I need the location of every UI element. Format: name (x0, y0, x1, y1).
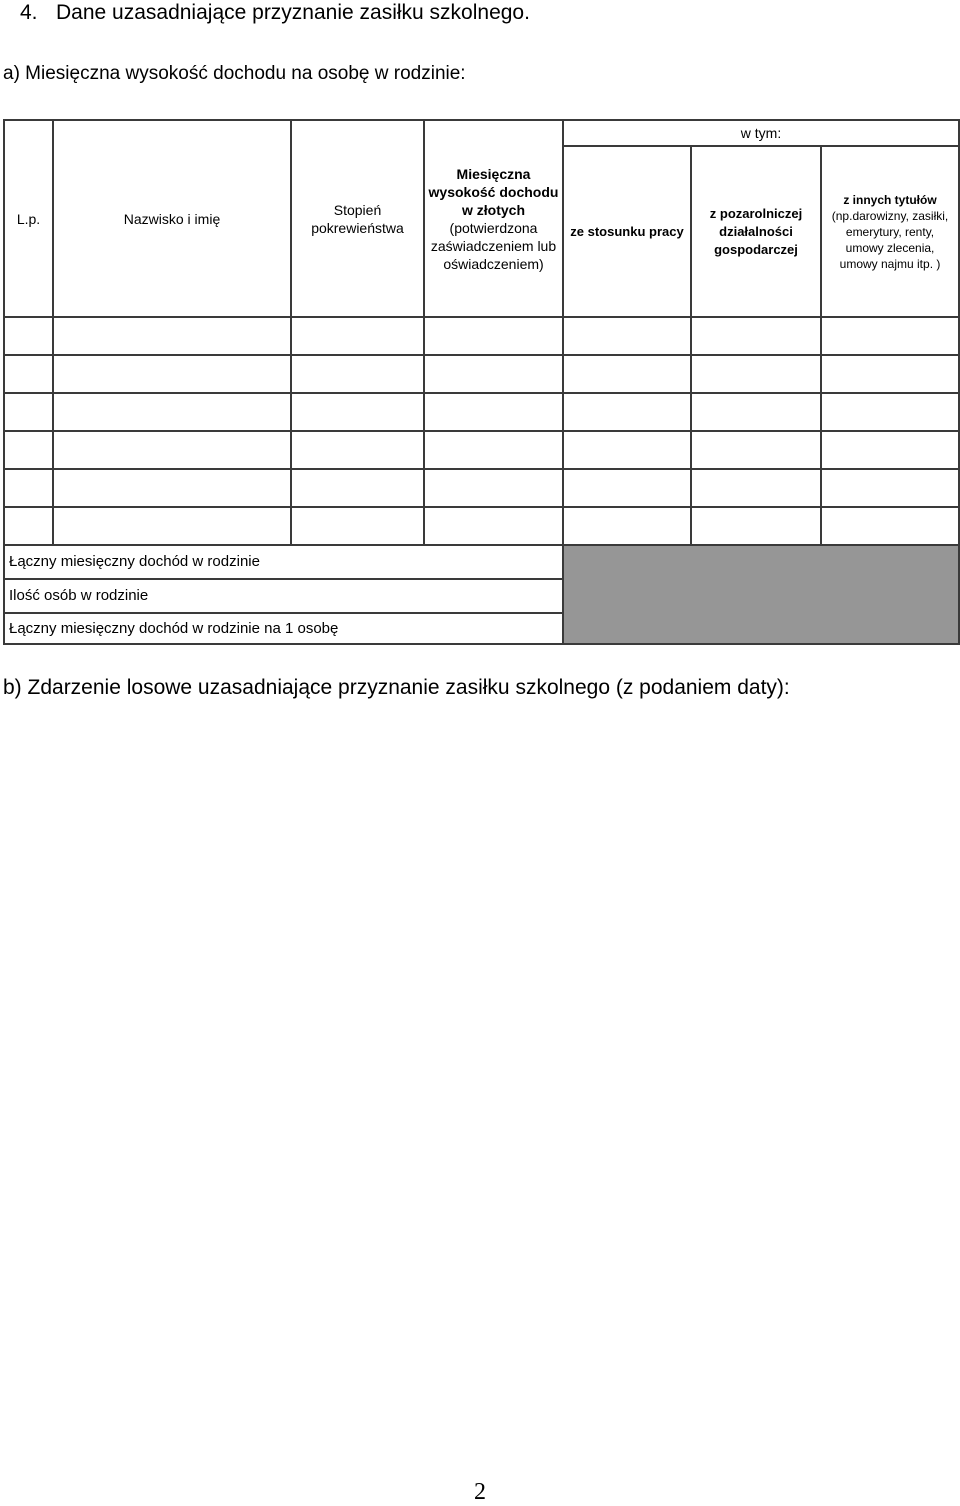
header-other-1: (np.darowizny, zasiłki, (831, 208, 949, 223)
header-lp: L.p. (4, 120, 53, 317)
header-other (821, 146, 959, 317)
header-income-normal-3: oświadczeniem) (443, 255, 544, 272)
table-cell[interactable] (821, 317, 959, 355)
table-cell[interactable] (821, 507, 959, 545)
header-relation (291, 120, 424, 317)
table-cell[interactable] (291, 355, 424, 393)
table-cell[interactable] (563, 507, 691, 545)
table-cell[interactable] (691, 355, 821, 393)
header-employment: ze stosunku pracy (563, 146, 691, 317)
table-cell[interactable] (4, 317, 53, 355)
header-income-normal-2: zaświadczeniem lub (430, 237, 557, 254)
total-income-label: Łączny miesięczny dochód w rodzinie (4, 545, 563, 579)
table-row (4, 355, 959, 393)
table-cell[interactable] (424, 355, 563, 393)
table-cell[interactable] (4, 469, 53, 507)
table-cell[interactable] (424, 431, 563, 469)
section-heading (20, 0, 530, 26)
table-cell[interactable] (563, 469, 691, 507)
header-other-4: umowy najmu itp. ) (839, 256, 941, 271)
header-income (424, 120, 563, 317)
part-b-title: b) Zdarzenie losowe uzasadniające przyznanie zasiłku szkolnego (z podaniem daty): (3, 676, 790, 699)
page-number: 2 (474, 1479, 486, 1505)
table-cell[interactable] (691, 469, 821, 507)
table-cell[interactable] (4, 507, 53, 545)
table-cell[interactable] (53, 469, 291, 507)
header-relation-line1: Stopień (333, 201, 382, 218)
data-rows (4, 317, 959, 545)
table-cell[interactable] (4, 431, 53, 469)
section-number: 4. (20, 1, 38, 24)
table-cell[interactable] (691, 507, 821, 545)
table-cell[interactable] (821, 355, 959, 393)
table-cell[interactable] (563, 431, 691, 469)
table-cell[interactable] (53, 431, 291, 469)
income-table (3, 119, 960, 546)
table-cell[interactable] (53, 393, 291, 431)
table-row (4, 317, 959, 355)
table-cell[interactable] (424, 393, 563, 431)
header-income-bold-1: Miesięczna (456, 165, 531, 182)
per-person-label: Łączny miesięczny dochód w rodzinie na 1 osobę (4, 613, 563, 644)
table-row (4, 431, 959, 469)
table-row (4, 469, 959, 507)
table-cell[interactable] (424, 469, 563, 507)
header-income-bold-3: w złotych (461, 201, 525, 218)
table-cell[interactable] (4, 393, 53, 431)
table-cell[interactable] (424, 507, 563, 545)
header-name: Nazwisko i imię (53, 120, 291, 317)
table-cell[interactable] (821, 393, 959, 431)
table-cell[interactable] (563, 355, 691, 393)
table-cell[interactable] (4, 355, 53, 393)
header-relation-line2: pokrewieństwa (311, 219, 404, 236)
header-other-2: emerytury, renty, (845, 224, 935, 239)
persons-label: Ilość osób w rodzinie (4, 579, 563, 613)
header-wtym: w tym: (563, 120, 959, 146)
table-cell[interactable] (291, 431, 424, 469)
section-title: Dane uzasadniające przyznanie zasiłku szkolnego. (56, 1, 530, 24)
table-cell[interactable] (691, 317, 821, 355)
table-cell[interactable] (424, 317, 563, 355)
header-other-bold: z innych tytułów (843, 192, 937, 207)
table-cell[interactable] (53, 507, 291, 545)
table-cell[interactable] (291, 469, 424, 507)
part-a-title: a) Miesięczna wysokość dochodu na osobę w rodzinie: (3, 63, 466, 84)
header-business (691, 146, 821, 317)
table-row (4, 507, 959, 545)
header-income-bold-2: wysokość dochodu (428, 183, 559, 200)
header-other-3: umowy zlecenia, (845, 240, 935, 255)
header-business-3: gospodarczej (714, 241, 798, 257)
table-cell[interactable] (291, 507, 424, 545)
header-business-2: działalności (719, 223, 793, 239)
table-cell[interactable] (821, 469, 959, 507)
table-cell[interactable] (53, 317, 291, 355)
header-business-1: z pozarolniczej (709, 205, 803, 221)
table-cell[interactable] (691, 431, 821, 469)
table-cell[interactable] (291, 317, 424, 355)
header-income-normal-1: (potwierdzona (449, 219, 538, 236)
table-cell[interactable] (563, 317, 691, 355)
table-cell[interactable] (291, 393, 424, 431)
table-cell[interactable] (53, 355, 291, 393)
summary-table (3, 544, 960, 645)
table-row (4, 393, 959, 431)
table-cell[interactable] (821, 431, 959, 469)
summary-shaded-area (563, 545, 959, 644)
table-cell[interactable] (563, 393, 691, 431)
table-cell[interactable] (691, 393, 821, 431)
